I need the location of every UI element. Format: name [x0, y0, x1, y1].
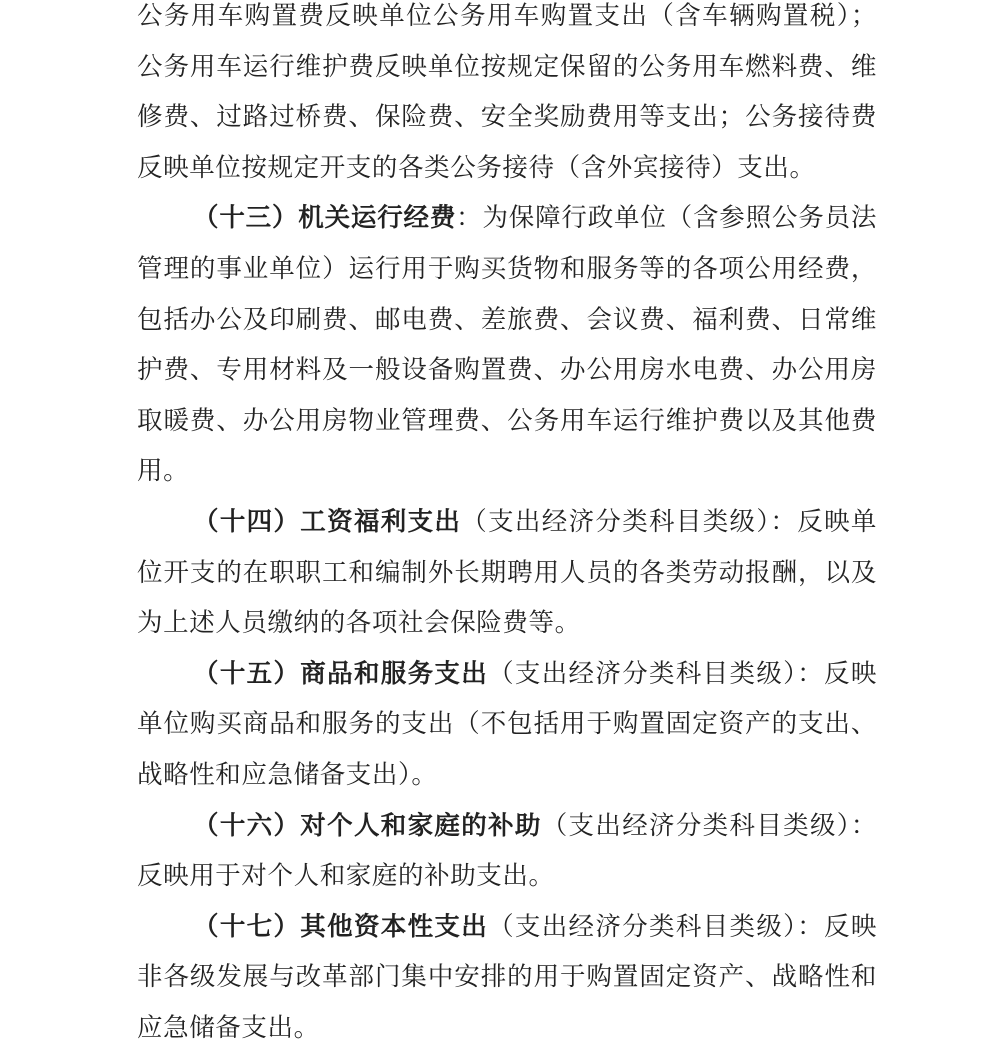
section-heading: （十六）对个人和家庭的补助	[193, 810, 542, 841]
paragraph-body: ：为保障行政单位（含参照公务员法管理的事业单位）运行用于购买货物和服务等的各项公用经费，包括办公及印刷费、邮电费、差旅费、会议费、福利费、日常维护费、专用材料及一般设备购置费、办公用房水电费、办公用房取暖费、办公用房物业管理费、公务用车运行维护费以及其他费用。	[137, 203, 877, 487]
paragraph-body: （支出经济分类科目类级）：反映用于对个人和家庭的补助支出。	[137, 810, 877, 892]
section-heading: （十四）工资福利支出	[193, 506, 462, 537]
paragraph-13-office-operating-funds	[137, 193, 877, 497]
paragraph-16-individual-household-subsidy	[137, 801, 877, 902]
paragraph-15-goods-services	[137, 649, 877, 801]
paragraph-17-other-capital-expenditure	[137, 902, 877, 1053]
paragraph-body: （支出经济分类科目类级）：反映单位购买商品和服务的支出（不包括用于购置固定资产的支出、战略性和应急储备支出）。	[137, 658, 877, 790]
paragraph-vehicle-expenses	[137, 0, 877, 193]
section-heading: （十五）商品和服务支出	[193, 658, 489, 689]
paragraph-body: 公务用车购置费反映单位公务用车购置支出（含车辆购置税）；公务用车运行维护费反映单位按规定保留的公务用车燃料费、维修费、过路过桥费、保险费、安全奖励费用等支出；公务接待费反映单位按规定开支的各类公务接待（含外宾接待）支出。	[137, 1, 877, 183]
paragraph-body: （支出经济分类科目类级）：反映非各级发展与改革部门集中安排的用于购置固定资产、战略性和应急储备支出。	[137, 911, 877, 1043]
section-heading: （十七）其他资本性支出	[193, 911, 489, 942]
document-page	[137, 0, 877, 1053]
paragraph-14-wage-welfare	[137, 497, 877, 649]
section-heading: （十三）机关运行经费	[193, 203, 457, 234]
paragraph-body: （支出经济分类科目类级）：反映单位开支的在职职工和编制外长期聘用人员的各类劳动报酬，以及为上述人员缴纳的各项社会保险费等。	[137, 506, 877, 639]
